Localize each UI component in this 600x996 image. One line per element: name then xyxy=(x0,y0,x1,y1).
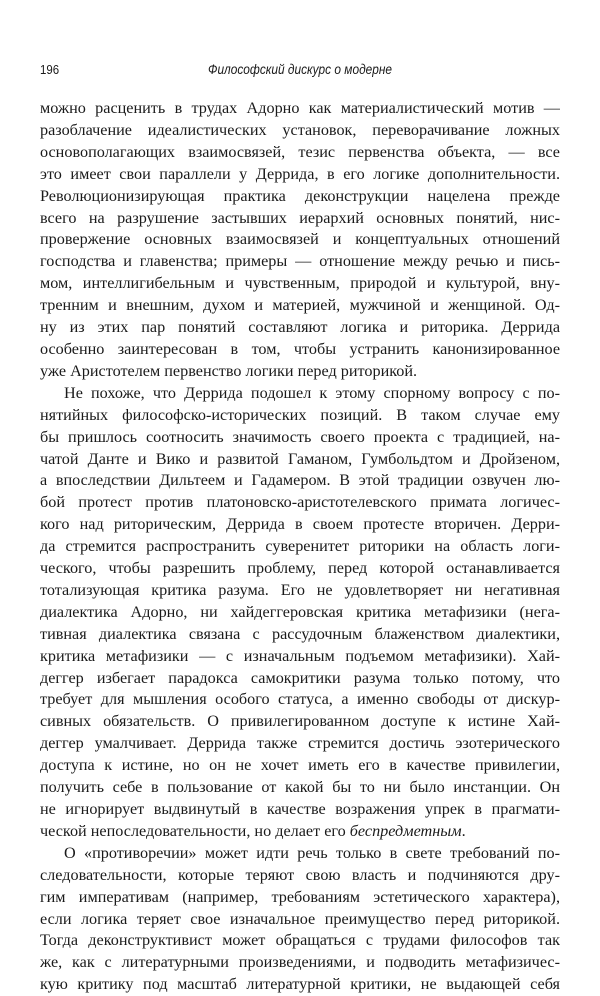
text-line: деггер умалчивает. Деррида также стремится достичь эзотерического xyxy=(40,734,560,753)
text-line: деггер избегает парадокса самокритики разума только потому, что xyxy=(40,668,560,687)
body-text xyxy=(40,98,560,996)
text-line: господства и главенства; примеры — отношение между речью и пись- xyxy=(40,252,560,271)
text-line: сивных обязательств. О привилегированном доступе к истине Хай- xyxy=(40,712,560,731)
text-line: нятийных философско-исторических позиций. В таком случае ему xyxy=(40,405,560,424)
text-line: не игнорирует выдвинутый в качестве возражения упрек в прагмати- xyxy=(40,800,560,818)
text-line-prefix: ческой непоследовательности, но делает его xyxy=(40,821,350,840)
text-line: кую критику под масштаб литературной критики, не выдающей себя xyxy=(40,975,560,994)
text-line: мом, интеллигибельным и чувственным, природой и культурой, вну- xyxy=(40,274,560,293)
text-line: а впоследствии Дильтеем и Гадамером. В этой традиции озвучен лю- xyxy=(40,471,560,490)
text-line: провержение основных взаимосвязей и концептуальных отношений xyxy=(40,230,560,249)
text-line: бы пришлось соотносить значимость своего проекта с традицией, на- xyxy=(40,427,560,446)
paragraph-1 xyxy=(40,98,560,383)
text-line: основополагающих взаимосвязей, тезис первенства объекта, — все xyxy=(40,142,560,161)
paragraph-3 xyxy=(40,843,560,996)
text-line: это имеет свои параллели у Деррида, в его логике дополнительности. xyxy=(40,164,560,183)
text-line: чатой Данте и Вико и развитой Гаманом, Гумбольдтом и Дройзеном, xyxy=(40,449,560,468)
page-number: 196 xyxy=(40,62,60,77)
running-title: Философский дискурс о модерне xyxy=(207,62,393,77)
text-line: тренним и внешним, духом и материей, мужчиной и женщиной. Од- xyxy=(40,296,560,315)
emphasized-word: беспредметным xyxy=(349,821,462,840)
text-line: критика метафизики — с изначальным подъемом метафизики). Хай- xyxy=(40,646,560,665)
text-line: тивная диалектика связана с рассудочным блаженством диалектики, xyxy=(40,624,560,643)
text-line: особенно заинтересован в том, чтобы устранить канонизированное xyxy=(40,339,560,358)
text-line: да стремится распространить суверенитет риторики на область логи- xyxy=(40,537,560,556)
text-line: Не похоже, что Деррида подошел к этому спорному вопросу с по- xyxy=(64,383,560,402)
text-line: ческого, чтобы разрешить проблему, перед которой останавливается xyxy=(40,559,560,578)
text-line: доступа к истине, но он не хочет иметь его в качестве привилегии, xyxy=(40,756,560,775)
text-line: Тогда деконструктивист может обращаться с трудами философов так xyxy=(40,931,560,950)
text-line: всего на разрушение застывших иерархий основных понятий, нис- xyxy=(40,208,560,227)
text-line: требует для мышления особого статуса, а именно свободы от дискур- xyxy=(40,690,560,709)
text-line: если логика теряет свое изначальное преимущество перед риторикой. xyxy=(40,909,560,928)
text-line: ну из этих пар понятий составляют логика и риторика. Деррида xyxy=(40,318,560,337)
text-line: следовательности, которые теряют свою власть и подчиняются дру- xyxy=(40,865,560,884)
text-line: тотализующая критика разума. Его не удовлетворяет ни негативная xyxy=(40,580,560,599)
text-line: кого над риторическим, Деррида в своем протесте вторичен. Дерри- xyxy=(40,515,560,534)
text-line: разоблачение идеалистических установок, переворачивание ложных xyxy=(40,120,560,139)
paragraph-2 xyxy=(40,383,560,843)
text-line: Революционизирующая практика деконструкции нацелена прежде xyxy=(40,186,560,205)
text-line: уже Аристотелем первенство логики перед риторикой. xyxy=(40,361,418,380)
text-line: можно расценить в трудах Адорно как материалистический мотив — xyxy=(40,99,560,117)
text-line: гим императивам (например, требованиям эстетического характера), xyxy=(40,887,560,906)
text-line: получить себе в пользование от какой бы то ни было инстанции. Он xyxy=(40,778,560,797)
text-line xyxy=(40,821,560,843)
page-header xyxy=(40,62,560,82)
text-line: же, как с литературными произведениями, и подводить метафизичес- xyxy=(40,953,560,972)
text-line: О «противоречии» может идти речь только в свете требований по- xyxy=(64,843,560,862)
text-line-suffix: . xyxy=(461,821,466,840)
text-line: бой протест против платоновско-аристотелевского примата логичес- xyxy=(40,493,560,512)
text-line: диалектика Адорно, ни хайдеггеровская критика метафизики (нега- xyxy=(40,602,560,621)
